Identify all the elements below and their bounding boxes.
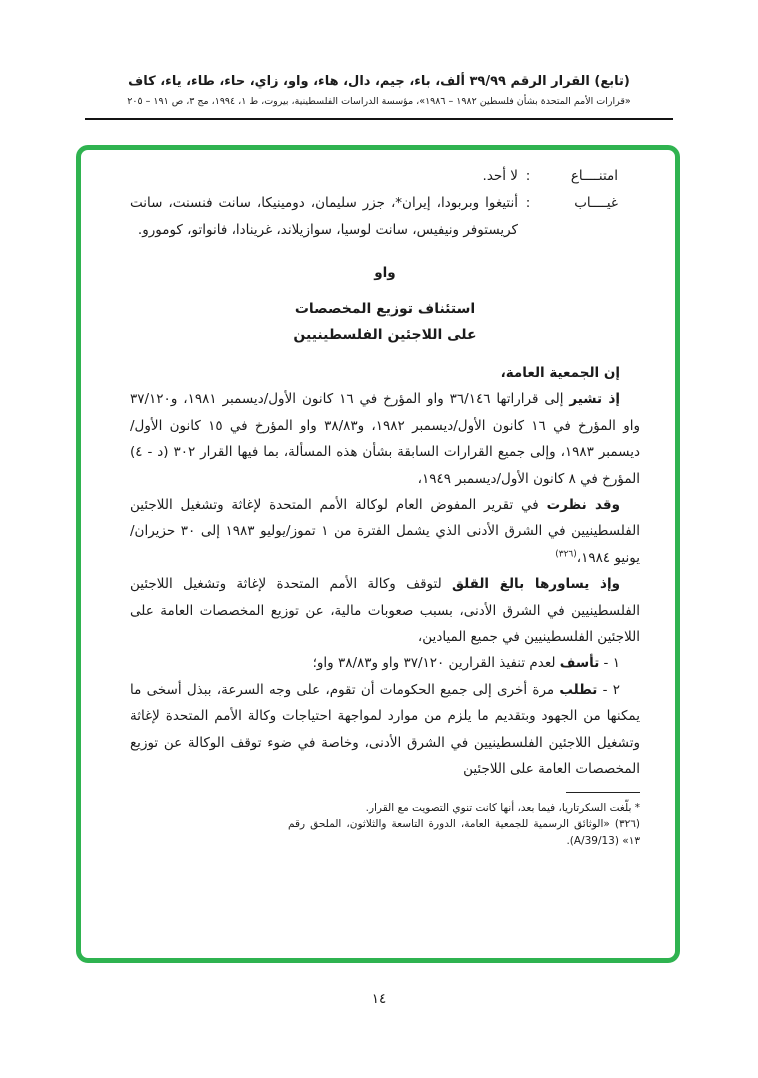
paragraph-lead: وقد نظرت <box>546 497 620 514</box>
item-text: مرة أخرى إلى جميع الحكومات أن تقوم، على وجه السرعة، ببذل أسخى ما يمكنها من الجهود وبتقديم ما يلزم من موارد لمواجهة احتياجات وكالة الأمم المتحدة لإغاثة وتشغيل اللاجئين الفلسطينيين في الشرق الأدنى، وخاصة في ضوء توقف الوكالة عن توزيع المخصصات العامة على اللاجئين <box>130 681 640 778</box>
source-citation: «قرارات الأمم المتحدة بشأن فلسطين ١٩٨٢ – ١٩٨٦»، مؤسسة الدراسات الفلسطينية، بيروت، ط ١، ١٩٩٤، مج ٣، ص ١٩١ – ٢٠٥ <box>127 96 631 107</box>
footnote-text: «الوثائق الرسمية للجمعية العامة، الدورة التاسعة والثلاثون، الملحق رقم ١٣» (A/39/13). <box>288 818 640 847</box>
footnote-ref-326: (٣٢٦) <box>555 549 577 560</box>
paragraph-text: لتوقف وكالة الأمم المتحدة لإغاثة وتشغيل اللاجئين الفلسطينيين في الشرق الأدنى، بسبب صعوبات مالية، عن توزيع المخصصات العامة على اللاجئين الفلسطينيين في جميع الميادين، <box>130 576 640 646</box>
footnote-text: بلّغت السكرتاريا، فيما بعد، أنها كانت تنوي التصويت مع القرار. <box>365 801 632 814</box>
page-number: ١٤ <box>371 991 387 1007</box>
paragraph-text: في تقرير المفوض العام لوكالة الأمم المتحدة لإغاثة وتشغيل اللاجئين الفلسطينيين في الشرق الأدنى الذي يشمل الفترة من ١ تموز/يوليو ١٩٨٣ إلى ٣٠ حزيران/يونيو ١٩٨٤، <box>130 497 640 566</box>
resolution-header-title: (تابع) القرار الرقم ٣٩/٩٩ ألف، باء، جيم، دال، هاء، واو، زاي، حاء، طاء، ياء، كاف <box>128 74 630 89</box>
footnote-326 <box>288 816 640 849</box>
operative-paragraph-2 <box>130 677 640 783</box>
footnotes-section <box>288 792 640 850</box>
absent-label: غيــــاب <box>574 195 618 211</box>
footnote-asterisk <box>288 800 640 817</box>
preamble-paragraph-1 <box>130 386 640 492</box>
preamble-paragraph-2 <box>130 492 640 571</box>
green-annotation-box <box>76 145 680 963</box>
header-divider <box>85 118 673 120</box>
abstain-row <box>130 163 618 190</box>
item-number: ١ - <box>599 655 620 672</box>
footnote-divider <box>566 792 640 793</box>
footnote-marker: (٣٢٦) <box>609 818 640 830</box>
absent-value: أنتيغوا وبربودا، إيران*، جزر سليمان، دومينيكا، سانت فنسنت، سانت كريستوفر ونيفيس، سانت لوسيا، سوازيلاند، غرينادا، فانواتو، كومورو. <box>130 195 518 238</box>
paragraph-lead: وإذ يساورها بالغ القلق <box>451 576 620 593</box>
footnote-marker: * <box>631 801 640 814</box>
vote-results <box>130 163 640 244</box>
item-lead: تأسف <box>559 655 600 672</box>
paragraph-lead: إذ تشير <box>569 391 620 408</box>
section-title-line2: على اللاجئين الفلسطينيين <box>293 327 477 343</box>
paragraph-text: إلى قراراتها ٣٦/١٤٦ واو المؤرخ في ١٦ كانون الأول/ديسمبر ١٩٨١، و٣٧/١٢٠ واو المؤرخ في ١٦ كانون الأول/ديسمبر ١٩٨٢، و٣٨/٨٣ واو المؤرخ في ١٥ كانون الأول/ديسمبر ١٩٨٣، وإلى جميع القرارات السابقة بشأن هذه المسألة، بما فيها القرار ٣٠٢ (د - ٤) المؤرخ في ٨ كانون الأول/ديسمبر ١٩٤٩، <box>130 391 640 487</box>
absent-row <box>130 190 618 244</box>
abstain-colon: : <box>525 168 531 184</box>
opening-line: إن الجمعية العامة، <box>500 365 620 381</box>
resolution-content <box>81 150 675 958</box>
item-text: لعدم تنفيذ القرارين ٣٧/١٢٠ واو و٣٨/٨٣ واو؛ <box>312 655 560 672</box>
item-lead: تطلب <box>559 681 598 698</box>
resolution-body <box>130 360 640 783</box>
section-title-line1: استئناف توزيع المخصصات <box>294 301 476 317</box>
operative-paragraph-1 <box>130 650 640 676</box>
item-number: ٢ - <box>597 681 620 698</box>
preamble-paragraph-3 <box>130 571 640 650</box>
abstain-label: امتنــــاع <box>570 168 618 184</box>
abstain-value: لا أحد. <box>482 168 518 184</box>
document-header <box>0 74 758 107</box>
section-letter: واو <box>374 265 396 281</box>
absent-colon: : <box>525 195 531 211</box>
